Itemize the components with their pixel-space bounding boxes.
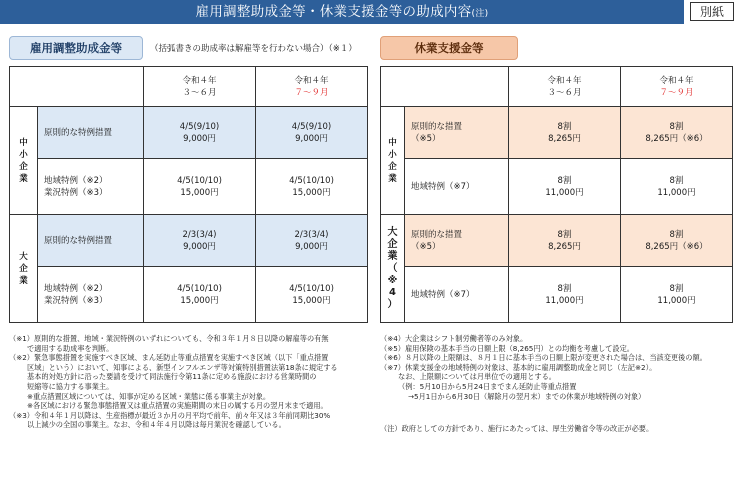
footnote: 短縮等に協力する事業主。	[27, 381, 114, 391]
rate-cell: 4/5(10/10) 15,000円	[256, 267, 368, 323]
header-blank-cell	[10, 67, 144, 107]
header-period-2: 令和４年 ７～９月	[256, 67, 368, 107]
row-label: 原則的な措置 （※5）	[405, 215, 509, 267]
footnote: 基本的対処方針に沿った要請を受けて同法施行令第11条に定める施設における営業時間の	[27, 372, 317, 382]
footnote: （※5）雇用保険の基本手当の日額上限（8,265円）との均衡を考慮して設定。	[380, 343, 634, 353]
rate-cell: 8割 11,000円	[509, 159, 621, 215]
table-row	[10, 267, 368, 323]
footnote: ※各区域における緊急事態措置又は重点措置の実施期間の末日の属する月の翌月末まで適用。	[27, 401, 328, 411]
kyugyo-table	[380, 66, 733, 323]
rate-cell: 8割 11,000円	[509, 267, 621, 323]
footnotes-left	[9, 334, 369, 430]
rate-cell: 8割 8,265円	[509, 215, 621, 267]
footnotes-right	[380, 334, 736, 401]
rate-cell: 4/5(9/10) 9,000円	[144, 107, 256, 159]
footnote: （※2）緊急事態措置を実施すべき区域、まん延防止等重点措置を実施すべき区域（以下「重点措置	[9, 353, 329, 363]
rate-cell: 4/5(10/10) 15,000円	[256, 159, 368, 215]
row-label: 原則的な措置 （※5）	[405, 107, 509, 159]
rate-cell: 4/5(10/10) 15,000円	[144, 159, 256, 215]
table-row	[381, 215, 733, 267]
footnote: （※3）令和４年１月以降は、生産指標が最近３か月の月平均で前年、前々年又は３年前同期比30%	[9, 410, 331, 420]
koyo-paren-note: （括弧書きの助成率は解雇等を行わない場合）（※１）	[150, 44, 357, 54]
row-label: 原則的な特例措置	[38, 215, 144, 267]
koyo-section-label: 雇用調整助成金等	[9, 36, 143, 60]
footnote: （※4）大企業はシフト制労働者等のみ対象。	[380, 334, 528, 343]
table-header-row	[10, 67, 368, 107]
table-row	[381, 107, 733, 159]
row-label: 地域特例（※2） 業況特例（※3）	[38, 159, 144, 215]
table-row	[381, 267, 733, 323]
category-large: 大 企 業 （ ※ 4 ）	[381, 215, 405, 323]
title-note: (注)	[471, 9, 489, 19]
rate-cell: 8割 8,265円（※6）	[621, 215, 733, 267]
header-period-1: 令和４年 ３～６月	[509, 67, 621, 107]
header-period-2: 令和４年 ７～９月	[621, 67, 733, 107]
table-row	[10, 159, 368, 215]
footnote: で適用する助成率を判断。	[27, 343, 114, 353]
footnote: なお、上限額については月単位での適用とする。	[398, 372, 556, 382]
footnote: 以上減少の全国の事業主。なお、令和４年４月以降は毎月業況を確認している。	[27, 420, 286, 430]
footnote: （注）政府としての方針であり、施行にあたっては、厚生労働省令等の改正が必要。	[380, 424, 654, 433]
category-sme: 中 小 企 業	[381, 107, 405, 215]
page-title	[0, 0, 684, 24]
footnote: （例：5月10日から5月24日までまん延防止等重点措置	[398, 381, 577, 391]
rate-cell: 2/3(3/4) 9,000円	[256, 215, 368, 267]
title-main: 雇用調整助成金等・休業支援金等の助成内容	[195, 4, 472, 20]
row-label: 地域特例（※2） 業況特例（※3）	[38, 267, 144, 323]
footnote: （※7）休業支援金の地域特例の対象は、基本的に雇用調整助成金と同じ（左記※2）。	[380, 362, 657, 372]
footnote: （※1）原則的な措置、地域・業況特例のいずれについても、令和３年１月８日以降の解雇等の有無	[9, 334, 329, 343]
footnote: →5月1日から6月30日（解除月の翌月末）までの休業が地域特例の対象）	[408, 391, 646, 401]
kyugyo-section-label: 休業支援金等	[380, 36, 518, 60]
rate-cell: 8割 11,000円	[621, 267, 733, 323]
row-label: 地域特例（※7）	[405, 267, 509, 323]
koyo-table	[9, 66, 368, 323]
rate-cell: 4/5(9/10) 9,000円	[256, 107, 368, 159]
footnote: ※重点措置区域については、知事が定める区域・業態に係る事業主が対象。	[27, 391, 271, 401]
table-header-row	[381, 67, 733, 107]
rate-cell: 8割 8,265円（※6）	[621, 107, 733, 159]
government-note	[380, 424, 736, 434]
rate-cell: 8割 11,000円	[621, 159, 733, 215]
rate-cell: 4/5(10/10) 15,000円	[144, 267, 256, 323]
row-label: 原則的な特例措置	[38, 107, 144, 159]
table-row	[10, 107, 368, 159]
header-period-1: 令和４年 ３～６月	[144, 67, 256, 107]
annex-badge: 別紙	[690, 2, 734, 21]
table-row	[381, 159, 733, 215]
footnote: 区域」という）において、知事による、新型インフルエンザ等対策特別措置法第18条に規定する	[27, 362, 338, 372]
header-blank-cell	[381, 67, 509, 107]
row-label: 地域特例（※7）	[405, 159, 509, 215]
rate-cell: 2/3(3/4) 9,000円	[144, 215, 256, 267]
category-sme: 中 小 企 業	[10, 107, 38, 215]
footnote: （※6）８月以降の上限額は、８月１日に基本手当の日額上限が変更された場合は、当該変更後の額。	[380, 353, 707, 363]
rate-cell: 8割 8,265円	[509, 107, 621, 159]
category-large: 大 企 業	[10, 215, 38, 323]
table-row	[10, 215, 368, 267]
